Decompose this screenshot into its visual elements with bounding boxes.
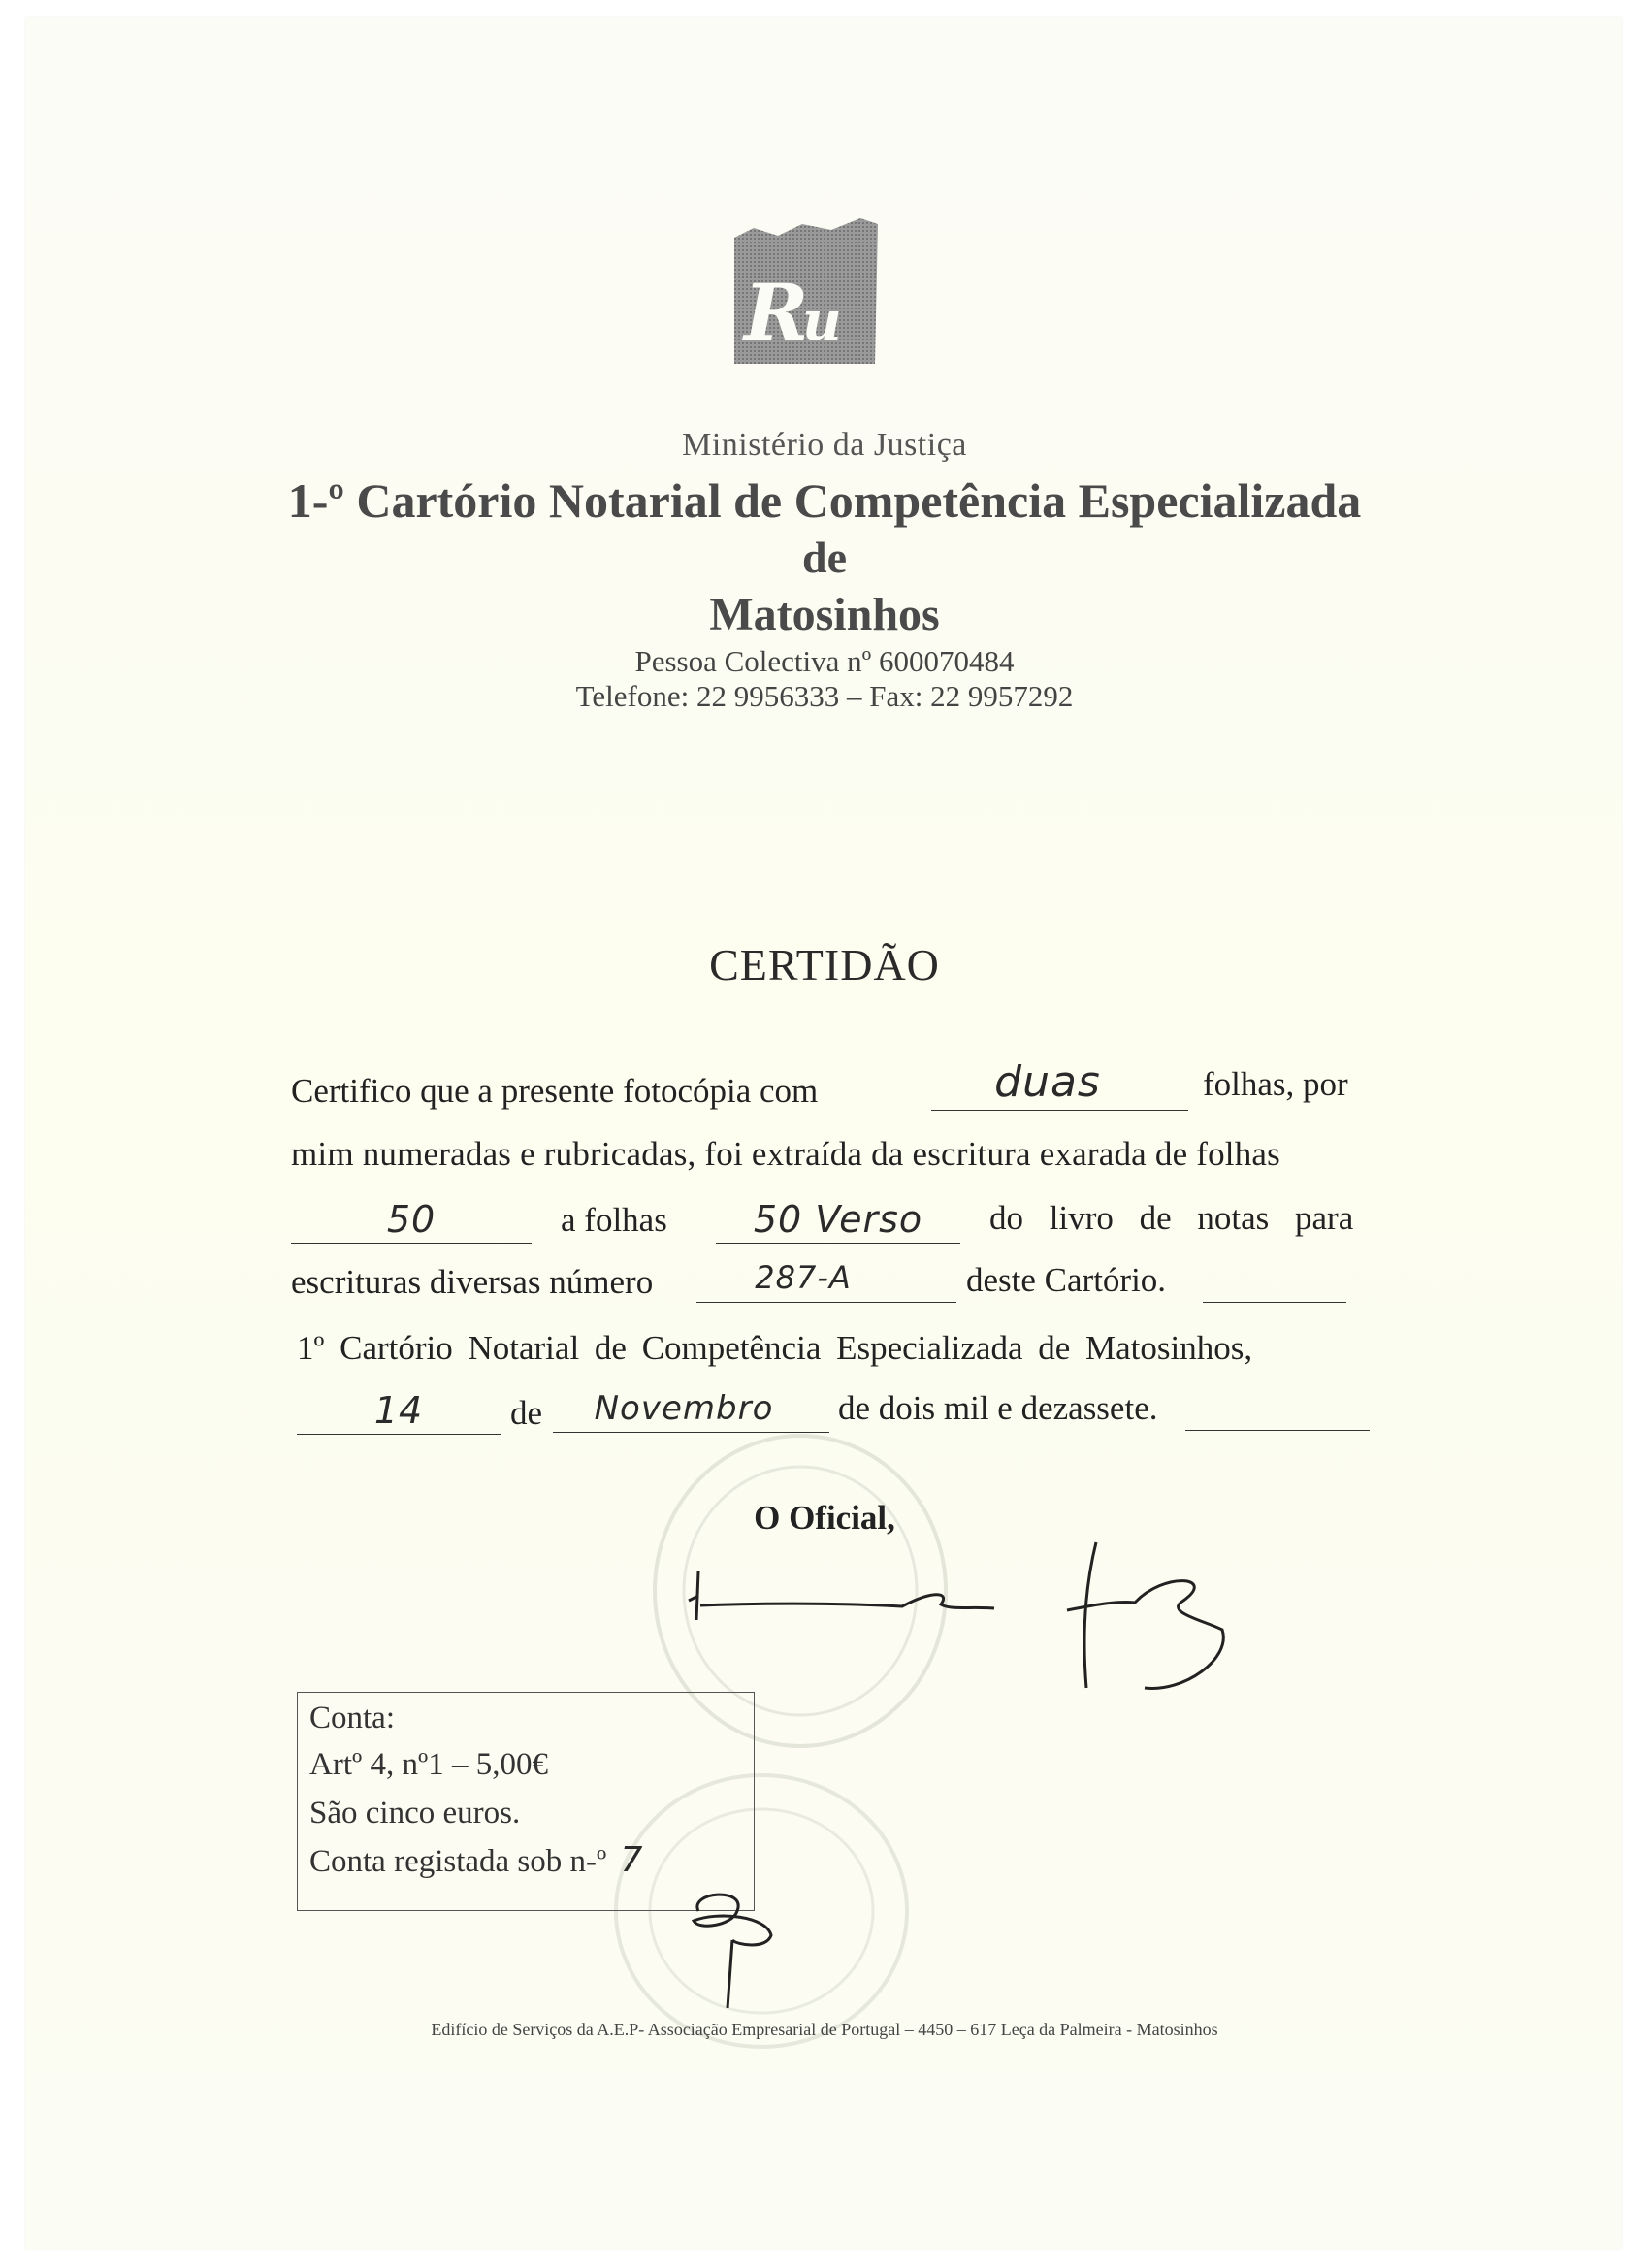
fee-amount-words: São cinco euros.	[309, 1796, 521, 1831]
office-title-de: de	[802, 533, 847, 582]
fee-article: Artº 4, nº1 – 5,00€	[309, 1747, 548, 1782]
line3-end: do livro de notas para	[989, 1199, 1354, 1237]
line3-handwritten2: 50 Verso	[753, 1198, 923, 1241]
rubric-signature	[679, 1882, 786, 2018]
signer-title: O Oficial,	[754, 1499, 895, 1537]
line4-start: escrituras diversas número	[291, 1263, 654, 1301]
line2: mim numeradas e rubricadas, foi extraída da escritura exarada de folhas	[291, 1135, 1280, 1173]
line6-handwritten2: Novembro	[594, 1389, 774, 1428]
line6-de: de	[510, 1394, 543, 1432]
line3-handwritten1: 50	[386, 1198, 436, 1241]
ministry-name: Ministério da Justiça	[682, 427, 967, 463]
line1-end: folhas, por	[1203, 1065, 1348, 1103]
office-city: Matosinhos	[709, 589, 940, 640]
phone-fax: Telefone: 22 9956333 – Fax: 22 9957292	[575, 679, 1074, 713]
line6-end: de dois mil e dezassete.	[838, 1389, 1158, 1427]
tax-id: Pessoa Colectiva nº 600070484	[634, 644, 1015, 678]
line4-trailing-blank	[1203, 1257, 1346, 1303]
fee-box-title: Conta:	[309, 1701, 395, 1735]
office-title: 1-º Cartório Notarial de Competência Especializada	[287, 473, 1362, 528]
official-signature	[660, 1533, 1261, 1707]
fee-box	[297, 1692, 755, 1911]
line4-end: deste Cartório.	[966, 1261, 1167, 1299]
svg-text:u: u	[802, 289, 842, 353]
footer-address: Edifício de Serviços da A.E.P- Associação Empresarial de Portugal – 4450 – 617 Leça da Palmeira - Matosinhos	[431, 2020, 1218, 2039]
line4-handwritten: 287-A	[755, 1259, 852, 1296]
ministry-of-justice-logo	[734, 218, 880, 364]
fee-registered	[309, 1840, 643, 1880]
line6-handwritten1: 14	[373, 1389, 424, 1432]
line1-start: Certifico que a presente fotocópia com	[291, 1072, 819, 1110]
line5: 1º Cartório Notarial de Competência Especializada de Matosinhos,	[297, 1329, 1253, 1367]
fee-registered-number: 7	[620, 1840, 644, 1880]
line3-mid: a folhas	[561, 1201, 667, 1239]
document-title: CERTIDÃO	[709, 940, 940, 989]
svg-text:R: R	[744, 267, 809, 358]
line6-trailing-blank	[1185, 1385, 1370, 1431]
fee-registered-label: Conta registada sob n-º	[309, 1844, 607, 1879]
line1-handwritten: duas	[994, 1057, 1101, 1107]
